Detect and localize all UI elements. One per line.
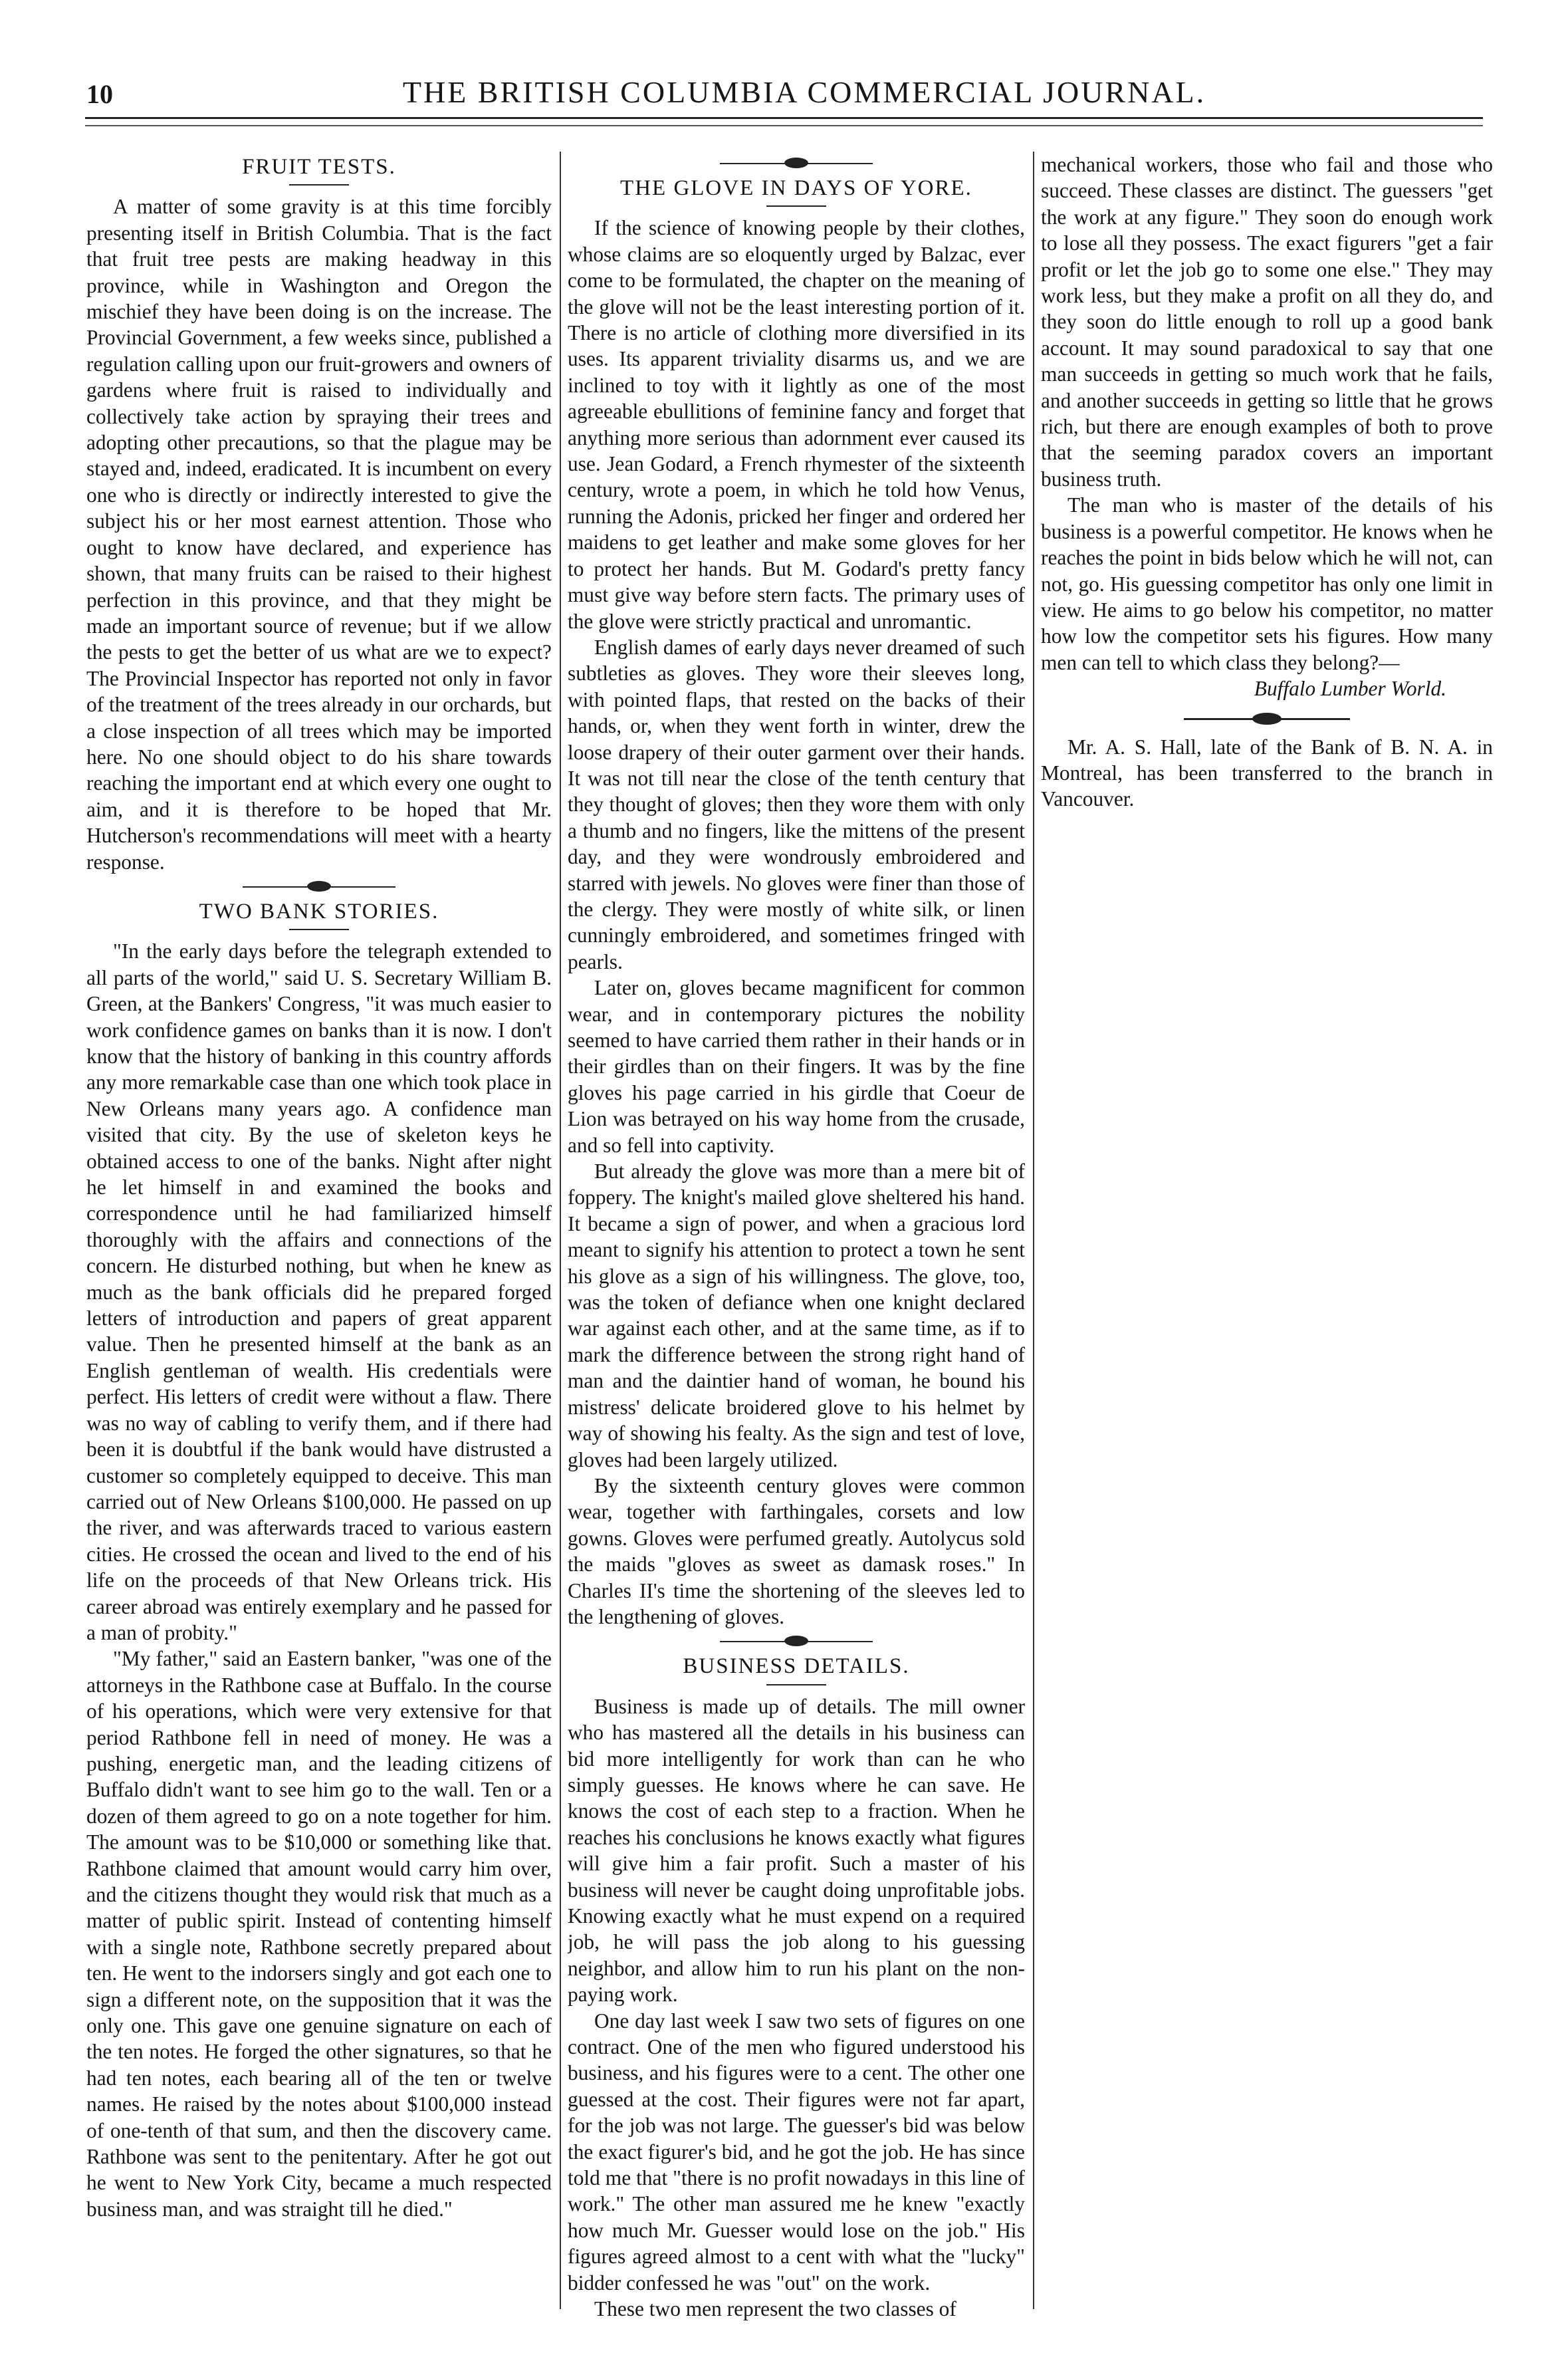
section-separator (1041, 709, 1493, 729)
source-credit: Buffalo Lumber World. (1254, 677, 1446, 701)
page-number: 10 (86, 79, 113, 109)
business-paragraph-3-part-2: mechanical workers, those who fail and those who succeed. These classes are distinct. The guessers "get the work at any figure." They soon do enough work to lose all they possess. The exact figurers "get a fair profit or let the job go to some one else." They may work less, but they make a profit on all they do, and they soon do little enough to roll up a good bank account. It may sound paradoxical to say that one man succeeds in getting so much work that he fails, and another succeeds in getting so little that he grows rich, but there are enough examples of both to prove that the seeming paradox covers an important business truth. (1041, 153, 1493, 491)
business-paragraph-4: The man who is master of the details of his business is a powerful competitor. He knows when he reaches the point in bids below which he will not, can not, go. His guessing competitor has only one limit in view. He aims to go below his competitor, no matter how low the competitor sets his figures. How many men can tell to which class they belong?— (1041, 493, 1493, 674)
headline-business-details: BUSINESS DETAILS. (683, 1654, 910, 1679)
journal-title: THE BRITISH COLUMBIA COMMERCIAL JOURNAL. (402, 75, 1206, 109)
section-separator (568, 1632, 1025, 1651)
headline-rule (289, 184, 349, 186)
column-2 (568, 152, 1025, 2332)
section-separator (86, 878, 552, 896)
headline-rule (766, 1684, 826, 1685)
column-2-flow (568, 154, 1025, 2322)
glove-paragraph-3: Later on, gloves became magnificent for common wear, and in contemporary pictures the nobility seemed to have carried them rather in their hands or in their girdles than on their fingers. It was by the fine gloves his page carried in his girdle that Coeur de Lion was betrayed on his way home from the crusade, and so fell into captivity. (568, 976, 1025, 1157)
glove-paragraph-2: English dames of early days never dreamed of such subtleties as gloves. They wore their sleeves long, with pointed flaps, that rested on the backs of their hands, or, when they went forth in winter, drew the loose drapery of their outer garment over their hands. It was not till near the close of the tenth century that they thought of gloves; then they wore them with only a thumb and no fingers, like the mittens of the present day, and they were wondrously embroidered and starred with jewels. No gloves were finer than those of the clergy. They were mostly of white silk, or linen cunningly embroidered, and sometimes fringed with pearls. (568, 635, 1025, 973)
fruit-tests-paragraph: A matter of some gravity is at this time forcibly presenting itself in British Columbia. That is the fact that fruit tree pests are making headway in this province, while in Washington and Oregon the mischief they have been doing is on the increase. The Provincial Government, a few weeks since, published a regulation calling upon our fruit-growers and owners of gardens where fruit is raised to individually and collectively take action by spraying their trees and adopting other precautions, so that the plague may be stayed and, indeed, eradicated. It is incumbent on every one who is directly or indirectly interested to give the subject his or her most earnest attention. Those who ought to know have declared, and experience has shown, that many fruits can be raised to their highest perfection in this province, and that they might be made an important source of revenue; but if we allow the pests to get the better of us what are we to expect? The Provincial Inspector has reported not only in favor of the treatment of the trees already in our orchards, but a close inspection of all trees which may be imported here. No one should object to do his share towards reaching the important end at which every one ought to aim, and it is therefore to be hoped that Mr. Hutcherson's recommendations will meet with a hearty response. (86, 195, 552, 874)
header-rule (85, 117, 1483, 119)
headline-glove: THE GLOVE IN DAYS OF YORE. (620, 176, 972, 200)
header-rule-thin (85, 125, 1483, 126)
column-3-flow (1041, 152, 1493, 812)
glove-paragraph-1: If the science of knowing people by their clothes, whose claims are so eloquently urged by Balzac, ever come to be formulated, the chapter on the meaning of the glove will not be the least interesting portion of it. There is no article of clothing more diversified in its uses. Its apparent triviality disarms us, and we are inclined to toy with it lightly as one of the most agreeable ebullitions of feminine fancy and forget that anything more serious than adornment ever caused its use. Jean Godard, a French rhymester of the sixteenth century, wrote a poem, in which he told how Venus, running the Adonis, pricked her finger and ordered her maidens to get leather and make some gloves for her to protect her hands. But M. Godard's pretty fancy must give way before stern facts. The primary uses of the glove were strictly practical and unromantic. (568, 216, 1025, 633)
column-3 (1041, 152, 1493, 2332)
business-paragraph-3-part-1: These two men represent the two classes of (594, 2297, 956, 2321)
personal-note: Mr. A. S. Hall, late of the Bank of B. N. A. in Montreal, has been transferred to the branch in Vancouver. (1041, 735, 1493, 811)
headline-rule (289, 929, 349, 930)
headline-rule (766, 205, 826, 207)
glove-paragraph-4: But already the glove was more than a mere bit of foppery. The knight's mailed glove sheltered his hand. It became a sign of power, and when a gracious lord meant to signify his attention to protect a town he sent his glove as a sign of his willingness. The glove, too, was the token of defiance when one knight declared war against each other, and at the same time, as if to mark the difference between the strong right hand of man and the daintier hand of woman, he bound his mistress' delicate broidered glove to his helmet by way of showing his fealty. As the sign and test of love, gloves had been largely utilized. (568, 1160, 1025, 1471)
glove-paragraph-5: By the sixteenth century gloves were common wear, together with farthingales, corsets and low gowns. Gloves were perfumed greatly. Autolycus sold the maids "gloves as sweet as damask roses." In Charles II's time the shortening of the sleeves led to the lengthening of gloves. (568, 1473, 1025, 1628)
column-1 (86, 152, 552, 2332)
bank-stories-paragraph-1: "In the early days before the telegraph extended to all parts of the world," said U. S. Secretary William B. Green, at the Bankers' Congress, "it was much easier to work confidence games on banks than it is now. I don't know that the history of banking in this country affords any more remarkable case than one which took place in New Orleans many years ago. A confidence man visited that city. By the use of skeleton keys he obtained access to one of the banks. Night after night he let himself in and examined the books and correspondence until he had familiarized himself thoroughly with the affairs and connections of the concern. He disturbed nothing, but when he knew as much as the bank officials did he prepared forged letters of introduction and papers of great apparent value. Then he presented himself at the bank as an English gentleman of wealth. His credentials were perfect. His letters of credit were without a flaw. There was no way of cabling to verify them, and if there had been it is doubtful if the bank would have distrusted a customer so completely equipped to deceive. This man carried out of New Orleans $100,000. He passed on up the river, and was afterwards traced to various eastern cities. He crossed the ocean and lived to the end of his life on the proceeds of that New Orleans trick. His career abroad was entirely exemplary and he passed for a man of probity." (86, 939, 552, 1644)
section-separator (568, 154, 1025, 173)
column-divider (560, 152, 561, 2309)
headline-two-bank-stories: TWO BANK STORIES. (199, 899, 439, 924)
bank-stories-paragraph-2: "My father," said an Eastern banker, "was one of the attorneys in the Rathbone case at Buffalo. In the course of his operations, which were very extensive for that period Rathbone fell in need of money. He was a pushing, energetic man, and the leading citizens of Buffalo didn't want to see him go to the wall. Ten or a dozen of them agreed to go on a note together for him. The amount was to be $10,000 or something like that. Rathbone claimed that amount would carry him over, and the citizens thought they would risk that much as a matter of public spirit. Instead of contenting himself with a single note, Rathbone secretly prepared about ten. He went to the indorsers singly and got each one to sign a different note, on the supposition that it was the only one. This gave one genuine signature on each of the ten notes. He forged the other signatures, so that he had ten notes, each bearing all of the ten or twelve names. He raised by the notes about $100,000 instead of one-tenth of that sum, and then the discovery came. Rathbone was sent to the penitentary. After he got out he went to New York City, became a much respected business man, and was straight till he died." (86, 1647, 552, 2221)
business-paragraph-2: One day last week I saw two sets of figures on one contract. One of the men who figured understood his business, and his figures were to a cent. The other one guessed at the cost. Their figures were not far apart, for the job was not large. The guesser's bid was below the exact figurer's bid, and he got the job. He has since told me that "there is no profit nowadays in this line of work." The other man assured me he knew "exactly how much Mr. Guesser would lose on the job." His figures agreed almost to a cent with what the "lucky" bidder confessed he was "out" on the work. (568, 2009, 1025, 2295)
column-divider (1033, 152, 1034, 2309)
headline-fruit-tests: FRUIT TESTS. (242, 155, 396, 179)
business-paragraph-1: Business is made up of details. The mill owner who has mastered all the details in his business can bid more intelligently for work than can he who simply guesses. He knows where he can save. He knows the cost of each step to a fraction. When he reaches his conclusions he knows exactly what figures will give him a fair profit. Such a master of his business will never be caught doing unprofitable jobs. Knowing exactly what he must expend on a required job, he will pass the job along to his guessing neighbor, and allow him to run his plant on the non-paying work. (568, 1694, 1025, 2007)
